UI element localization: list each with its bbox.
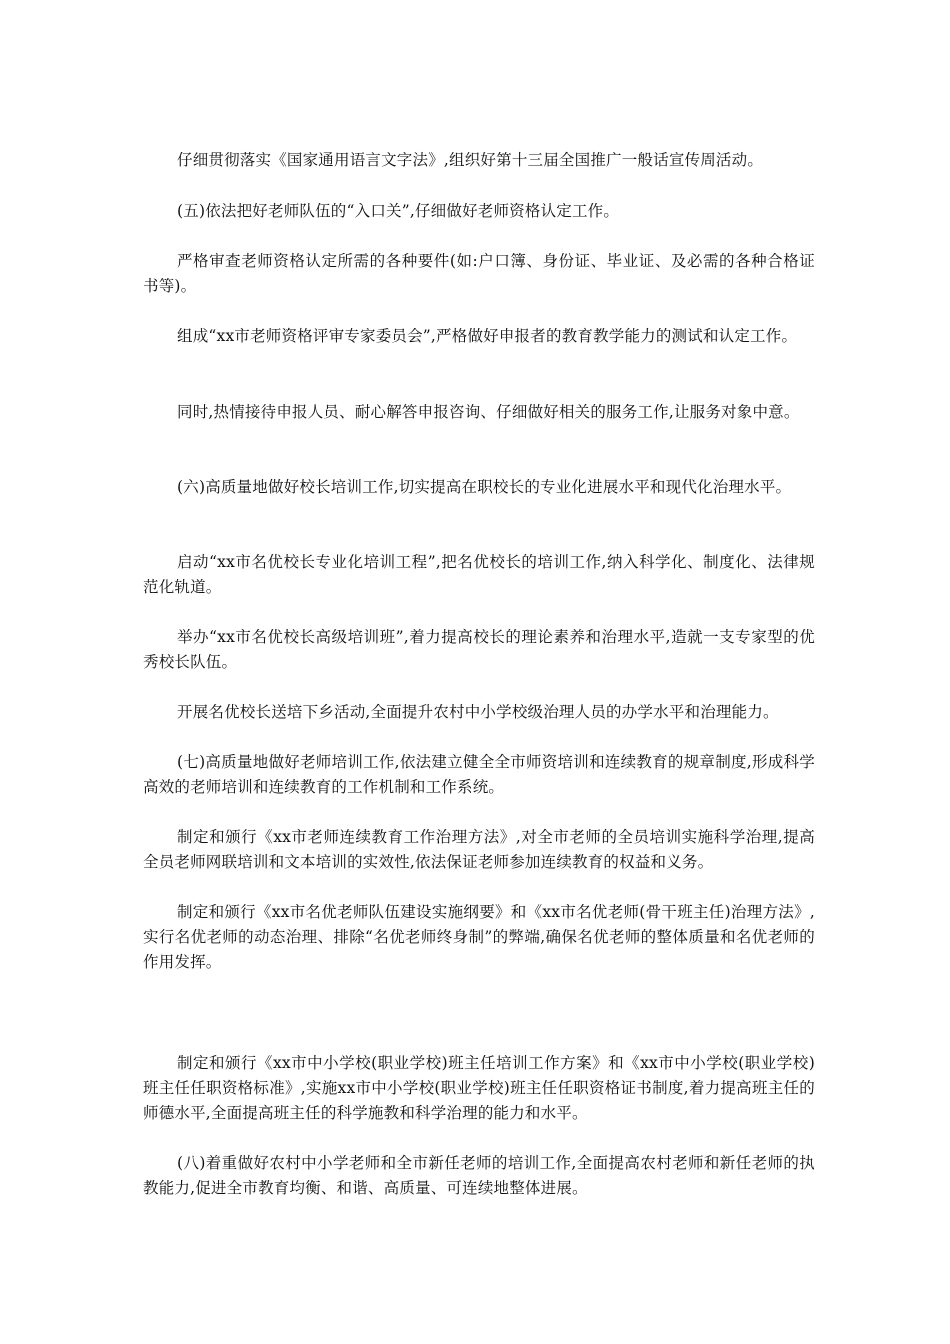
- paragraph-6: (六)高质量地做好校长培训工作,切实提高在职校长的专业化进展水平和现代化治理水平。: [177, 478, 792, 496]
- paragraph-11: 制定和颁行《xx市老师连续教育工作治理方法》,对全市老师的全员培训实施科学治理,提高全员老师网联培训和文本培训的实效性,依法保证老师参加连续教育的权益和义务。: [143, 828, 815, 871]
- paragraph-14: (八)着重做好农村中小学老师和全市新任老师的培训工作,全面提高农村老师和新任老师的执教能力,促进全市教育均衡、和谐、高质量、可连续地整体进展。: [143, 1154, 815, 1197]
- paragraph-9: 开展名优校长送培下乡活动,全面提升农村中小学校级治理人员的办学水平和治理能力。: [177, 703, 779, 721]
- paragraph-4: 组成“xx市老师资格评审专家委员会”,严格做好申报者的教育教学能力的测试和认定工作。: [177, 327, 798, 345]
- paragraph-5: 同时,热情接待申报人员、耐心解答申报咨询、仔细做好相关的服务工作,让服务对象中意。: [177, 403, 800, 421]
- paragraph-7: 启动“xx市名优校长专业化培训工程”,把名优校长的培训工作,纳入科学化、制度化、法律规范化轨道。: [143, 553, 815, 596]
- paragraph-13: 制定和颁行《xx市中小学校(职业学校)班主任培训工作方案》和《xx市中小学校(职业学校)班主任任职资格标准》,实施xx市中小学校(职业学校)班主任任职资格证书制度,着力提高班主任的师德水平,全面提高班主任的科学施教和科学治理的能力和水平。: [143, 1054, 815, 1122]
- paragraph-10: (七)高质量地做好老师培训工作,依法建立健全全市师资培训和连续教育的规章制度,形成科学高效的老师培训和连续教育的工作机制和工作系统。: [143, 753, 815, 796]
- paragraph-3: 严格审查老师资格认定所需的各种要件(如:户口簿、身份证、毕业证、及必需的各种合格证书等)。: [143, 252, 815, 295]
- paragraph-2: (五)依法把好老师队伍的“入口关”,仔细做好老师资格认定工作。: [177, 202, 620, 220]
- paragraph-12: 制定和颁行《xx市名优老师队伍建设实施纲要》和《xx市名优老师(骨干班主任)治理方法》,实行名优老师的动态治理、排除“名优老师终身制”的弊端,确保名优老师的整体质量和名优老师的作用发挥。: [143, 903, 815, 971]
- paragraph-1: 仔细贯彻落实《国家通用语言文字法》,组织好第十三届全国推广一般话宣传周活动。: [177, 151, 764, 169]
- paragraph-8: 举办“xx市名优校长高级培训班”,着力提高校长的理论素养和治理水平,造就一支专家型的优秀校长队伍。: [143, 628, 815, 671]
